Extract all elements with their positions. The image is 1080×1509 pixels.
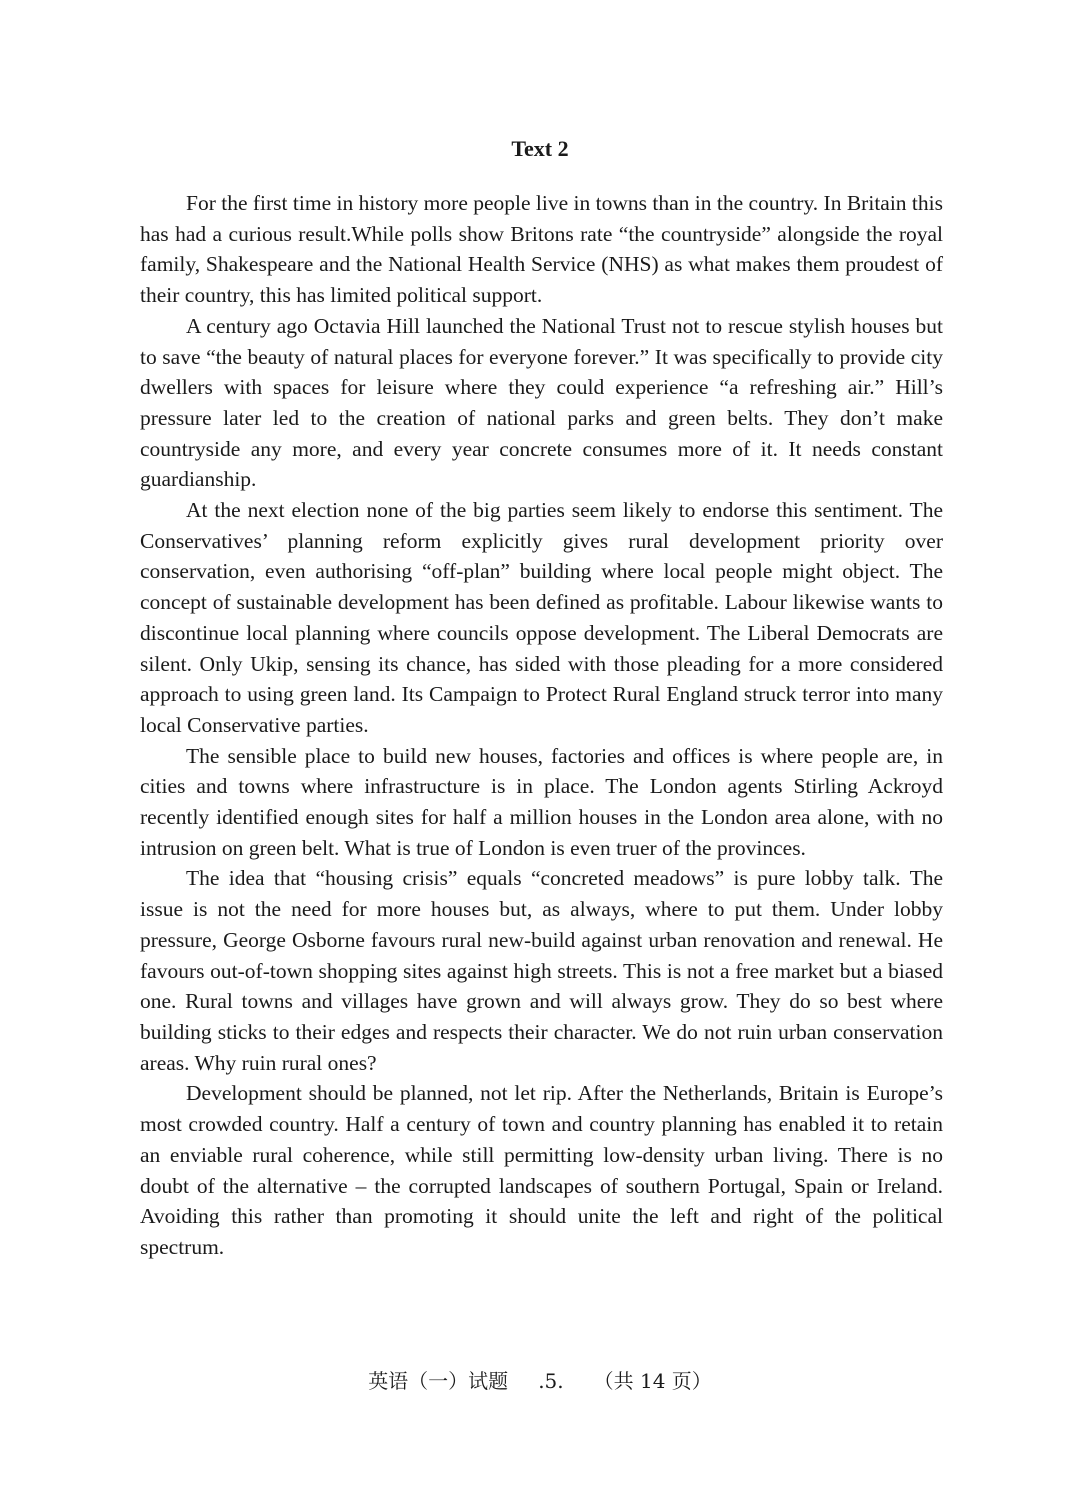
footer-subject: 英语（一）试题 bbox=[368, 1369, 509, 1393]
footer-total-pages: （共 14 页） bbox=[593, 1369, 712, 1393]
paragraph-1: For the first time in history more people live in towns than in the country. In Britain this has had a curious result.While polls show Britons rate “the countryside” alongside the royal family, Shakespeare and the National Health Service (NHS) as what makes them proudest of their country, this has limited political support. bbox=[140, 191, 943, 308]
page-footer bbox=[0, 1366, 1080, 1396]
footer-page-number: .5. bbox=[538, 1369, 564, 1393]
page-title: Text 2 bbox=[511, 136, 569, 161]
paragraph-5: The idea that “housing crisis” equals “concreted meadows” is pure lobby talk. The issue is not the need for more houses but, as always, where to put them. Under lobby pressure, George Osborne favours rural new-build against urban renovation and renewal. He favours out-of-town shopping sites against high streets. This is not a free market but a biased one. Rural towns and villages have grown and will always grow. They do so best where building sticks to their edges and respects their character. We do not ruin urban conservation areas. Why ruin rural ones? bbox=[140, 866, 943, 1075]
paragraph-6: Development should be planned, not let rip. After the Netherlands, Britain is Europe’s most crowded country. Half a century of town and country planning has enabled it to retain an enviable rural coherence, while still permitting low-density urban living. There is no doubt of the alternative – the corrupted landscapes of southern Portugal, Spain or Ireland. Avoiding this rather than promoting it should unite the left and right of the political spectrum. bbox=[140, 1081, 943, 1259]
article-body bbox=[140, 188, 943, 1263]
paragraph-2: A century ago Octavia Hill launched the National Trust not to rescue stylish houses but to save “the beauty of natural places for everyone forever.” It was specifically to provide city dwellers with spaces for leisure where they could experience “a refreshing air.” Hill’s pressure later led to the creation of national parks and green belts. They don’t make countryside any more, and every year concrete consumes more of it. It needs constant guardianship. bbox=[140, 313, 943, 492]
paragraph-4: The sensible place to build new houses, factories and offices is where people are, in cities and towns where infrastructure is in place. The London agents Stirling Ackroyd recently identified enough sites for half a million houses in the London area alone, with no intrusion on green belt. What is true of London is even truer of the provinces. bbox=[140, 743, 943, 860]
paragraph-3: At the next election none of the big parties seem likely to endorse this sentiment. The Conservatives’ planning reform explicitly gives rural development priority over conservation, even authorising “off-plan” building where local people might object. The concept of sustainable development has been defined as profitable. Labour likewise wants to discontinue local planning where councils oppose development. The Liberal Democrats are silent. Only Ukip, sensing its chance, has sided with those pleading for a more considered approach to using green land. Its Campaign to Protect Rural England struck terror into many local Conservative parties. bbox=[140, 498, 943, 737]
